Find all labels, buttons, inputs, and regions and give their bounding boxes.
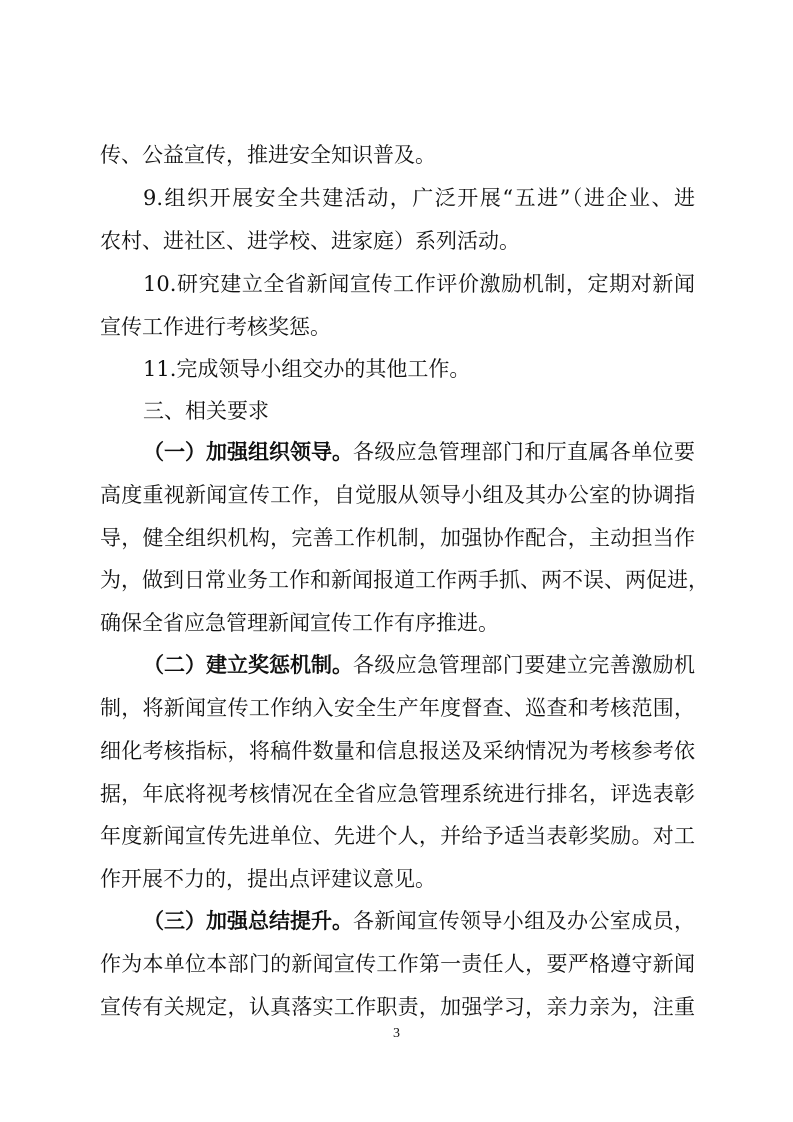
text-line: 农村、进社区、进学校、进家庭）系列活动。 [100, 229, 520, 253]
text-line: 作为本单位本部门的新闻宣传工作第一责任人，要严格遵守新闻 [100, 952, 695, 976]
text-line: 宣传工作进行考核奖惩。 [100, 315, 331, 339]
page-number: 3 [393, 1026, 400, 1041]
text-line: 9.组织开展安全共建活动，广泛开展“五进”（进企业、进 [143, 186, 695, 210]
text-line: 据，年底将视考核情况在全省应急管理系统进行排名，评选表彰 [100, 782, 695, 806]
section-heading: 三、相关要求 [143, 399, 269, 423]
text-line: 11.完成领导小组交办的其他工作。 [143, 357, 471, 381]
text-segment: 各新闻宣传领导小组及办公室成员， [353, 909, 695, 933]
text-line: 高度重视新闻宣传工作，自觉服从领导小组及其办公室的协调指 [100, 483, 695, 507]
subheading-2: （二）建立奖惩机制。 [143, 652, 353, 677]
text-line: 传、公益宣传，推进安全知识普及。 [100, 143, 436, 167]
paragraph-first-line [143, 653, 695, 677]
text-line: 10.研究建立全省新闻宣传工作评价激励机制，定期对新闻 [143, 272, 695, 296]
text-line: 年度新闻宣传先进单位、先进个人，并给予适当表彰奖励。对工 [100, 824, 695, 848]
text-line: 确保全省应急管理新闻宣传工作有序推进。 [100, 611, 499, 635]
text-line: 作开展不力的，提出点评建议意见。 [100, 867, 436, 891]
text-line: 为，做到日常业务工作和新闻报道工作两手抓、两不误、两促进， [100, 568, 709, 592]
paragraph-first-line [143, 909, 695, 933]
text-segment: 各级应急管理部门和厅直属各单位要 [353, 440, 695, 464]
text-line: 宣传有关规定，认真落实工作职责，加强学习，亲力亲为，注重 [100, 995, 695, 1019]
text-segment: 各级应急管理部门要建立完善激励机 [353, 653, 695, 677]
subheading-3: （三）加强总结提升。 [143, 908, 353, 933]
text-line: 导，健全组织机构，完善工作机制，加强协作配合，主动担当作 [100, 526, 695, 550]
subheading-1: （一）加强组织领导。 [143, 439, 353, 464]
paragraph-first-line [143, 440, 695, 464]
text-line: 细化考核指标，将稿件数量和信息报送及采纳情况为考核参考依 [100, 739, 695, 763]
text-line: 制，将新闻宣传工作纳入安全生产年度督查、巡查和考核范围， [100, 696, 695, 720]
